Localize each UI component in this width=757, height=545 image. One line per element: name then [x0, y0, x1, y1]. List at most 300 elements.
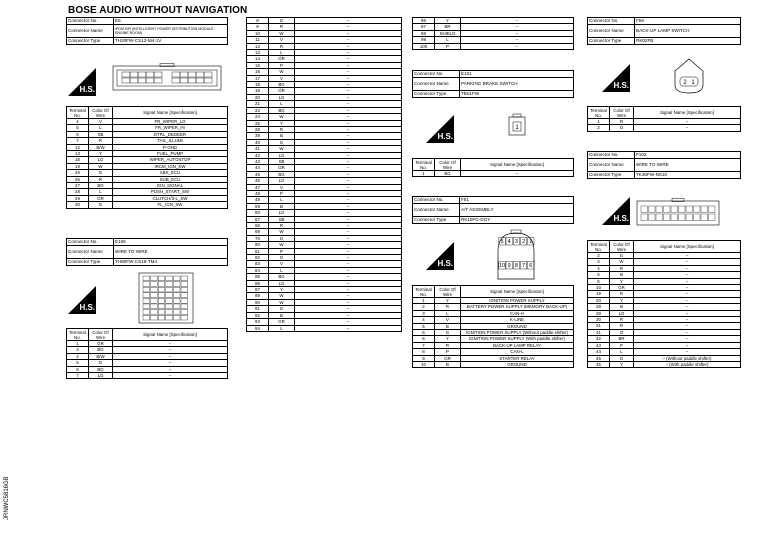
hs-mark-f51: H.S.	[426, 242, 454, 270]
e106-terminal: 6	[67, 366, 89, 372]
e106-signal: –	[295, 120, 402, 126]
hs-mark-e106: H.S.	[68, 286, 96, 314]
e5-signal: WIPER_AUTOSTOP	[113, 157, 228, 163]
e5-terminal: 6	[67, 131, 89, 137]
e106-terminal: 10	[247, 30, 269, 36]
e106-signal: –	[295, 248, 402, 254]
e106-terminal: 41	[247, 146, 269, 152]
f102-signal: – (With paddle shifter)	[634, 361, 741, 367]
f102-color: R	[610, 291, 634, 297]
e5-signal: CLUTCH/3-L_SW	[113, 195, 228, 201]
e106-color: LG	[269, 94, 295, 100]
e106-signal: –	[295, 146, 402, 152]
connector-e106-table-cont	[246, 17, 402, 332]
f102-terminal: 29	[588, 310, 610, 316]
e106-color: W	[269, 114, 295, 120]
e106-color: B	[269, 203, 295, 209]
e106-terminal: 14	[247, 56, 269, 62]
e106-color: G	[89, 360, 113, 366]
f56-signal: –	[634, 119, 741, 125]
e106-signal: –	[295, 255, 402, 261]
f51-terminal: 9	[413, 355, 435, 361]
e106-color: G	[269, 18, 295, 24]
f51-pin-label: 9	[507, 263, 511, 269]
f102-signal: –	[634, 342, 741, 348]
e106-color: P	[269, 248, 295, 254]
e5-color: Y	[89, 151, 113, 157]
f102-color: G	[610, 253, 634, 259]
f51-color: L	[435, 310, 461, 316]
f51-pin-label: 5	[500, 239, 504, 245]
f102-color: P	[610, 342, 634, 348]
e106-color: LG	[269, 280, 295, 286]
e106-row	[67, 373, 228, 379]
e106-terminal: 84	[247, 267, 269, 273]
e106-color: LG	[89, 373, 113, 379]
e106-terminal: 8	[247, 18, 269, 24]
e106-signal: –	[295, 43, 402, 49]
f56-name: BACK-UP LAMP SWITCH	[635, 25, 741, 38]
connector-e106-table: Terminal No. Color Of Wire Signal Name [Specification] 1 GR – 3 BG – 4 B/W – 5 G – 6 BG – 7 LG –	[66, 328, 228, 379]
connector-f102-face-diagram	[636, 198, 720, 228]
f102-signal: –	[634, 278, 741, 284]
e106-terminal: 19	[247, 88, 269, 94]
e106-color: BG	[269, 274, 295, 280]
e106-signal: –	[295, 18, 402, 24]
e5-signal: TAIL_ILLUMI	[113, 138, 228, 144]
f51-signal: IGNITION POWER SUPPLY (Without paddle shifter)	[461, 330, 574, 336]
e5-terminal: 30	[67, 202, 89, 208]
e106-color: P	[269, 190, 295, 196]
e106-terminal: 43	[247, 158, 269, 164]
e5-signal: IRCM_IGN_SW	[113, 163, 228, 169]
f51-name: A/T ASSEMBLY	[460, 204, 574, 217]
f51-color: GR	[435, 355, 461, 361]
e5-signal: IGN_SIGNAL	[113, 183, 228, 189]
e106-signal: –	[295, 312, 402, 318]
f51-pin-label: 10	[498, 263, 506, 269]
e106-color: R	[269, 24, 295, 30]
e106-terminal: 4	[67, 353, 89, 359]
e106-signal: –	[461, 43, 574, 49]
e106-signal: –	[295, 152, 402, 158]
e106-color: SB	[269, 158, 295, 164]
e106-signal: –	[295, 287, 402, 293]
e106-color: SB	[269, 216, 295, 222]
hs-mark-f102: H.S.	[602, 197, 630, 225]
connector-f56-table: Terminal No. Color Of Wire Signal Name [Specification] 1 R – 2 O –	[587, 106, 741, 132]
e106-signal: –	[295, 75, 402, 81]
e5-color: L	[89, 125, 113, 131]
e106-terminal: 3	[67, 347, 89, 353]
e5-color: SB	[89, 131, 113, 137]
e106-color: B	[269, 133, 295, 139]
f51-terminal: 7	[413, 342, 435, 348]
e5-terminal: 7	[67, 138, 89, 144]
f51-pin-label: 8	[514, 263, 518, 269]
e106-terminal: 81	[247, 248, 269, 254]
e106-color: W	[269, 299, 295, 305]
e106-color: G	[269, 139, 295, 145]
f102-no: F102	[635, 152, 741, 159]
e106-terminal: 28	[247, 126, 269, 132]
e106-terminal: 9	[247, 24, 269, 30]
f51-color: P	[435, 349, 461, 355]
e106-color: V	[269, 37, 295, 43]
e106-color: P	[435, 43, 461, 49]
f102-color: LG	[610, 310, 634, 316]
e106-signal: –	[295, 293, 402, 299]
e5-color: LG	[89, 157, 113, 163]
f102-signal: –	[634, 329, 741, 335]
e5-signal: FR_WIPER_LO	[113, 119, 228, 125]
e106-terminal: 85	[247, 274, 269, 280]
e106-terminal: 22	[247, 107, 269, 113]
e106-signal: –	[295, 223, 402, 229]
e106-signal: –	[295, 126, 402, 132]
e106-terminal: 90	[247, 299, 269, 305]
e5-color: G	[89, 202, 113, 208]
e5-color: L	[89, 189, 113, 195]
connector-e101-table: Terminal No. Color Of Wire Signal Name [Specification] 1 BG –	[412, 158, 574, 177]
f51-terminal: 8	[413, 349, 435, 355]
e5-terminal: 13	[67, 151, 89, 157]
e106-terminal: 94	[247, 325, 269, 331]
e106-signal: –	[295, 114, 402, 120]
e5-terminal: 16	[67, 157, 89, 163]
e5-signal: FR_WIPER_HI	[113, 125, 228, 131]
f102-color: Y	[610, 278, 634, 284]
e5-color: B/W	[89, 144, 113, 150]
f102-color: L	[610, 349, 634, 355]
e106-color: W	[269, 30, 295, 36]
e5-terminal: 27	[67, 183, 89, 189]
f102-name: WIRE TO WIRE	[635, 159, 741, 172]
f102-terminal: 3	[588, 259, 610, 265]
e106-signal: –	[295, 94, 402, 100]
e106-terminal: 48	[247, 190, 269, 196]
e106-color: GR	[89, 341, 113, 347]
f51-color: B	[435, 323, 461, 329]
f51-terminal: 4	[413, 317, 435, 323]
e106-color: BR	[435, 24, 461, 30]
e106-terminal: 82	[247, 255, 269, 261]
f51-terminal: 1	[413, 298, 435, 304]
f102-signal: –	[634, 336, 741, 342]
f102-color: B	[610, 304, 634, 310]
connector-f51-face-diagram	[488, 229, 544, 281]
f102-signal: –	[634, 291, 741, 297]
e106-color: LG	[269, 152, 295, 158]
f102-signal: –	[634, 323, 741, 329]
f56-terminal: 2	[588, 125, 610, 131]
e106-color: W	[269, 69, 295, 75]
e106-color: V	[269, 261, 295, 267]
e106-color: GR	[269, 56, 295, 62]
e106-terminal: 59	[247, 203, 269, 209]
e106-signal: –	[461, 37, 574, 43]
f51-no: F51	[460, 197, 574, 204]
e106-color: B	[269, 312, 295, 318]
e101-name: PARKING BRAKE SWITCH	[460, 78, 574, 91]
e5-color: R	[89, 176, 113, 182]
f51-signal: BACK-UP LAMP RELAY	[461, 342, 574, 348]
e5-type: TH20FW-CS12-M4-1V	[114, 38, 228, 45]
connector-e106-face-diagram	[138, 272, 194, 324]
f51-pin-label: 3	[514, 239, 518, 245]
e106-signal: –	[113, 360, 228, 366]
e5-signal: P-GND	[113, 144, 228, 150]
f102-terminal: 45	[588, 355, 610, 361]
f102-terminal: 5	[588, 272, 610, 278]
e106-terminal: 80	[247, 242, 269, 248]
e106-signal: –	[295, 133, 402, 139]
e5-terminal: 12	[67, 144, 89, 150]
e5-terminal: 19	[67, 163, 89, 169]
f102-color: Y	[610, 297, 634, 303]
f102-color: R	[610, 317, 634, 323]
e106-terminal: 25	[247, 120, 269, 126]
e106-terminal: 45	[247, 171, 269, 177]
f102-signal: –	[634, 272, 741, 278]
e101-signal: –	[461, 171, 574, 177]
f102-row	[588, 361, 741, 367]
f51-signal: STARTER RELAY	[461, 355, 574, 361]
e106-color: L	[269, 50, 295, 56]
e106-terminal: 42	[247, 152, 269, 158]
f56-type: RK02FB	[635, 38, 741, 45]
f56-pin-label: 2	[683, 80, 687, 86]
e106-signal: –	[295, 165, 402, 171]
e106-terminal: 11	[247, 37, 269, 43]
e106-terminal: 24	[247, 114, 269, 120]
f51-pin-label: 4	[507, 239, 511, 245]
e5-terminal: 5	[67, 125, 89, 131]
e5-color: G	[89, 170, 113, 176]
e106-color: B/W	[89, 353, 113, 359]
e5-signal: FUEL_PUMP	[113, 151, 228, 157]
e106-terminal: 92	[247, 312, 269, 318]
e106-signal: –	[295, 203, 402, 209]
e106-name: WIRE TO WIRE	[114, 246, 228, 259]
e106-terminal: 69	[247, 229, 269, 235]
f56-signal: –	[634, 125, 741, 131]
e106-signal: –	[295, 62, 402, 68]
e106-terminal: 1	[67, 341, 89, 347]
e106-color: R	[269, 126, 295, 132]
e106-terminal: 95	[413, 18, 435, 24]
f51-signal: GROUND	[461, 362, 574, 368]
f102-terminal: 28	[588, 304, 610, 310]
e106-terminal: 70	[247, 235, 269, 241]
e106-color: GR	[269, 165, 295, 171]
e106-signal: –	[295, 306, 402, 312]
e106-color: BG	[269, 82, 295, 88]
svg-text:1: 1	[515, 125, 519, 131]
e106-signal: –	[295, 210, 402, 216]
e5-signal: DTRL_DEDEER	[113, 131, 228, 137]
f51-pin-label: 2	[522, 239, 526, 245]
f102-type: TK36FW-NS10	[635, 172, 741, 179]
e106-terminal: 87	[247, 287, 269, 293]
e106-signal: –	[113, 366, 228, 372]
e106-terminal: 17	[247, 75, 269, 81]
e106-color: R	[269, 43, 295, 49]
e5-signal: FL_IGN_SW	[113, 202, 228, 208]
e106-signal: –	[295, 184, 402, 190]
e106-terminal: 7	[67, 373, 89, 379]
f102-signal: –	[634, 304, 741, 310]
connector-f56-face-diagram	[671, 57, 707, 95]
e106-color: GR	[269, 319, 295, 325]
e106-signal: –	[295, 37, 402, 43]
e106-row	[247, 325, 402, 331]
f102-signal: –	[634, 317, 741, 323]
e106-color: G	[269, 306, 295, 312]
e106-signal: –	[295, 190, 402, 196]
f56-color: R	[610, 119, 634, 125]
connector-f102-info: Connector No. F102 Connector Name WIRE TO WIRE Connector Type TK36FW-NS10	[587, 151, 741, 179]
f102-color: GR	[610, 285, 634, 291]
e106-color: V	[269, 75, 295, 81]
e106-terminal: 18	[247, 82, 269, 88]
f102-color: R	[610, 265, 634, 271]
f102-terminal: 6	[588, 278, 610, 284]
hs-mark-e5: H.S.	[68, 68, 96, 96]
f56-no: F56	[635, 18, 741, 25]
e106-signal: –	[295, 216, 402, 222]
e106-color: Y	[435, 18, 461, 24]
e106-color: BG	[269, 107, 295, 113]
connector-e101-info: Connector No. E101 Connector Name PARKING BRAKE SWITCH Connector Type TB01FW	[412, 70, 574, 98]
e5-signal: ABS_ECU	[113, 170, 228, 176]
e106-color: G	[269, 235, 295, 241]
f102-color: BR	[610, 336, 634, 342]
connector-f51-table: Terminal No. Color Of Wire Signal Name [Specification] 1 Y IGNITION POWER SUPPLY 2 R BATTERY POWER SUPPLY (MEMORY BACK-UP) 3 L CAN-H 4 V K-LINE 5 B GROUND 6 G IGNITION POWER SUPPLY (Without paddle shifter) 6 Y IGNITION POWER SUPPLY (With paddle shifter) 7 R BACK-UP LAMP RELAY 8 P CAN-L 9 GR STARTER RELAY 10 B GROUND	[412, 285, 574, 368]
e5-color: V	[89, 119, 113, 125]
f102-terminal: 43	[588, 342, 610, 348]
e106-signal: –	[295, 274, 402, 280]
e106-terminal: 97	[413, 24, 435, 30]
e106-signal: –	[295, 82, 402, 88]
connector-e5-table: Terminal No. Color Of Wire Signal Name [Specification] 4 V FR_WIPER_LO 5 L FR_WIPER_HI 6 SB DTRL_DEDEER 7 R TAIL_ILLUMI 12 B/W P-GND 13 Y FUEL_PUMP 16 LG WIPER_AUTOSTOP 19 W IRCM_IGN_SW 25 G ABS_ECU 26 R SUB_ECU 27 BG IGN_SIGNAL 28 L PUSH_START_SW 29 GR CLUTCH/3-L_SW 30 G FL_IGN_SW	[66, 106, 228, 209]
e106-type: TH80FW-CS16-TM4	[114, 259, 228, 266]
e106-terminal: 100	[413, 43, 435, 49]
e106-color: BG	[269, 171, 295, 177]
e101-row	[413, 171, 574, 177]
f51-pin-label: 1	[529, 239, 533, 245]
connector-f56-info: Connector No. F56 Connector Name BACK-UP LAMP SWITCH Connector Type RK02FB	[587, 17, 741, 45]
connector-e5-face-diagram	[112, 63, 224, 93]
e106-color: LG	[269, 178, 295, 184]
f51-terminal: 6	[413, 336, 435, 342]
e5-signal: PUSH_START_SW	[113, 189, 228, 195]
f102-terminal: 42	[588, 336, 610, 342]
e106-color: SHIELD	[435, 30, 461, 36]
e5-color: W	[89, 163, 113, 169]
e106-signal: –	[113, 353, 228, 359]
f102-color: G	[610, 355, 634, 361]
e101-type: TB01FW	[460, 91, 574, 98]
f102-terminal: 10	[588, 285, 610, 291]
f51-row	[413, 362, 574, 368]
f51-signal: IGNITION POWER SUPPLY (With paddle shifter)	[461, 336, 574, 342]
e106-color: R	[269, 223, 295, 229]
f102-terminal: 45	[588, 361, 610, 367]
e106-terminal: 39	[247, 133, 269, 139]
f102-terminal: 44	[588, 349, 610, 355]
e5-terminal: 4	[67, 119, 89, 125]
e106-terminal: 83	[247, 261, 269, 267]
f102-terminal: 31	[588, 323, 610, 329]
e106-color: W	[269, 293, 295, 299]
connector-f51-info: Connector No. F51 Connector Name A/T ASSEMBLY Connector Type RK10FG-DGY	[412, 196, 574, 224]
e106-signal: –	[295, 299, 402, 305]
f51-signal: CAN-L	[461, 349, 574, 355]
e106-signal: –	[295, 158, 402, 164]
f102-signal: –	[634, 310, 741, 316]
e106-terminal: 46	[247, 178, 269, 184]
e106-color: W	[269, 146, 295, 152]
f51-color: G	[435, 330, 461, 336]
e106-signal: –	[295, 107, 402, 113]
e106-color: Y	[269, 287, 295, 293]
f102-terminal: 41	[588, 329, 610, 335]
e106-terminal: 5	[67, 360, 89, 366]
e5-no: E5	[114, 18, 228, 25]
f51-color: Y	[435, 298, 461, 304]
f102-terminal: 19	[588, 291, 610, 297]
f102-color: B	[610, 272, 634, 278]
f51-pin-label: 6	[529, 263, 533, 269]
f51-signal: CAN-H	[461, 310, 574, 316]
page-title: BOSE AUDIO WITHOUT NAVIGATION	[68, 5, 248, 16]
e106-terminal: 40	[247, 139, 269, 145]
e106-signal: –	[295, 267, 402, 273]
e5-color: R	[89, 138, 113, 144]
e106-color: BG	[89, 366, 113, 372]
e106-color: Y	[269, 120, 295, 126]
f56-color: O	[610, 125, 634, 131]
e106-terminal: 49	[247, 197, 269, 203]
f51-terminal: 3	[413, 310, 435, 316]
e101-terminal: 1	[413, 171, 435, 177]
e5-color: GR	[89, 195, 113, 201]
f51-color: R	[435, 342, 461, 348]
e106-terminal: 89	[247, 293, 269, 299]
f51-color: V	[435, 317, 461, 323]
e106-terminal: 93	[247, 319, 269, 325]
e106-color: GR	[269, 88, 295, 94]
e106-signal: –	[295, 242, 402, 248]
e106-signal: –	[295, 325, 402, 331]
f56-terminal: 1	[588, 119, 610, 125]
f102-signal: –	[634, 285, 741, 291]
e106-signal: –	[295, 24, 402, 30]
e106-signal: –	[295, 261, 402, 267]
e106-terminal: 16	[247, 69, 269, 75]
e106-signal: –	[113, 347, 228, 353]
f102-color: Y	[610, 361, 634, 367]
connector-f102-table: Terminal No. Color Of Wire Signal Name [Specification] 2 G – 3 W – 4 R – 5 B – 6 Y – 10 GR – 19 R – 20 Y – 28 B – 29 LG – 30 R – 31 R – 41 O – 42 BR – 43 P – 44 L – 45 G – (Without paddle shifter) 45 Y – (With paddle shifter)	[587, 240, 741, 368]
f51-signal: IGNITION POWER SUPPLY	[461, 298, 574, 304]
f102-terminal: 2	[588, 253, 610, 259]
e106-row	[413, 43, 574, 49]
e106-signal: –	[295, 139, 402, 145]
e106-signal: –	[295, 171, 402, 177]
connector-e106-info: Connector No. E106 Connector Name WIRE TO WIRE Connector Type TH80FW-CS16-TM4	[66, 238, 228, 266]
e5-terminal: 29	[67, 195, 89, 201]
